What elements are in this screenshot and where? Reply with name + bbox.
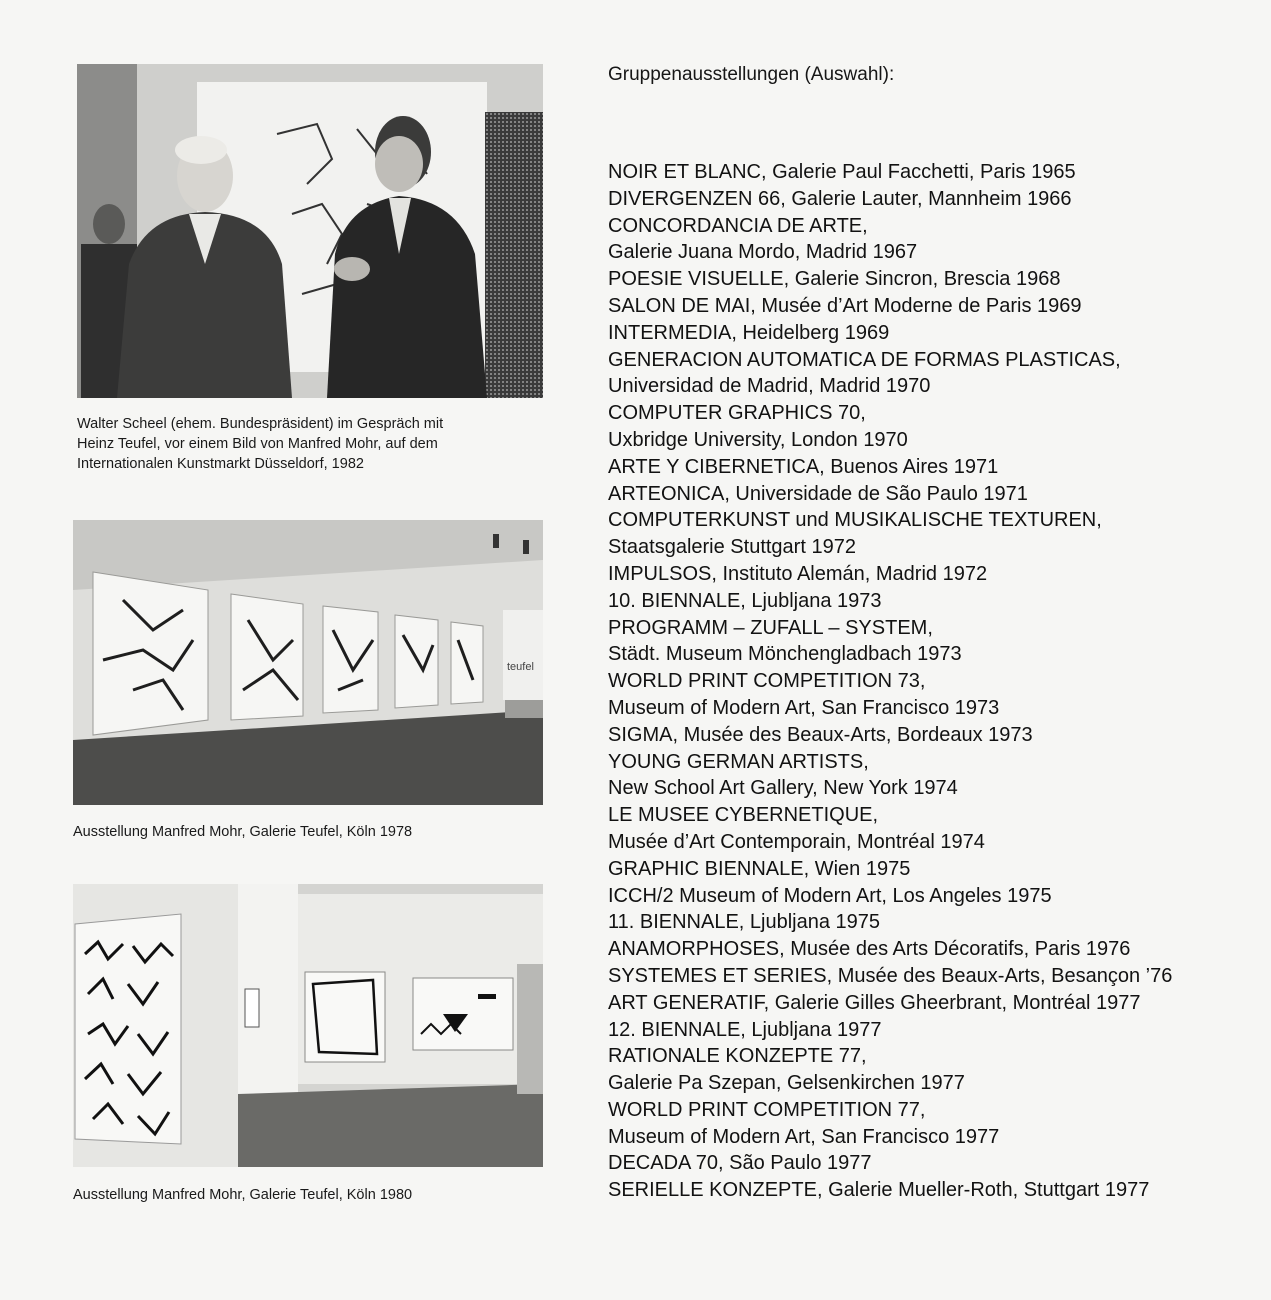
photo-conversation-caption — [77, 414, 443, 474]
exhibition-line: IMPULSOS, Instituto Alemán, Madrid 1972 — [608, 562, 988, 585]
exhibition-line: ARTEONICA, Universidade de São Paulo 1971 — [608, 482, 1028, 505]
photo-gallery-1978-image — [73, 520, 543, 805]
exhibition-line: New School Art Gallery, New York 1974 — [608, 777, 958, 800]
exhibition-line: DECADA 70, São Paulo 1977 — [608, 1152, 872, 1175]
exhibition-line: Galerie Juana Mordo, Madrid 1967 — [608, 241, 918, 264]
exhibition-line: NOIR ET BLANC, Galerie Paul Facchetti, Paris 1965 — [608, 161, 1076, 183]
exhibition-line: 11. BIENNALE, Ljubljana 1975 — [608, 911, 881, 934]
exhibition-line: PROGRAMM – ZUFALL – SYSTEM, — [608, 616, 933, 639]
caption-line: Ausstellung Manfred Mohr, Galerie Teufel, Köln 1980 — [73, 1187, 413, 1203]
caption-line: Heinz Teufel, vor einem Bild von Manfred Mohr, auf dem — [77, 436, 438, 452]
exhibition-line: Städt. Museum Mönchengladbach 1973 — [608, 643, 962, 666]
exhibition-line: SALON DE MAI, Musée d’Art Moderne de Paris 1969 — [608, 294, 1082, 317]
exhibition-line: Museum of Modern Art, San Francisco 1977 — [608, 1125, 1000, 1148]
exhibition-line: SERIELLE KONZEPTE, Galerie Mueller-Roth, Stuttgart 1977 — [608, 1179, 1150, 1202]
exhibition-list — [608, 159, 1172, 1204]
exhibition-line: 10. BIENNALE, Ljubljana 1973 — [608, 589, 882, 612]
exhibition-line: DIVERGENZEN 66, Galerie Lauter, Mannheim 1966 — [608, 187, 1072, 210]
exhibition-line: Universidad de Madrid, Madrid 1970 — [608, 375, 931, 398]
exhibition-line: INTERMEDIA, Heidelberg 1969 — [608, 321, 890, 344]
exhibition-line: ANAMORPHOSES, Musée des Arts Décoratifs, Paris 1976 — [608, 938, 1131, 961]
photo-gallery-1978 — [73, 520, 543, 805]
photo-gallery-1980 — [73, 884, 543, 1167]
exhibition-line: Staatsgalerie Stuttgart 1972 — [608, 536, 856, 559]
exhibition-line: ART GENERATIF, Galerie Gilles Gheerbrant, Montréal 1977 — [608, 991, 1141, 1014]
photo-gallery-1980-caption — [73, 1185, 412, 1205]
photo-gallery-1978-caption — [73, 822, 412, 842]
exhibition-line: Galerie Pa Szepan, Gelsenkirchen 1977 — [608, 1072, 965, 1095]
exhibition-line: ARTE Y CIBERNETICA, Buenos Aires 1971 — [608, 455, 999, 478]
exhibition-line: Musée d’Art Contemporain, Montréal 1974 — [608, 830, 985, 853]
exhibition-line: COMPUTER GRAPHICS 70, — [608, 402, 866, 425]
exhibition-line: GRAPHIC BIENNALE, Wien 1975 — [608, 857, 911, 880]
section-heading: Gruppenausstellungen (Auswahl): — [608, 64, 895, 85]
exhibition-line: 12. BIENNALE, Ljubljana 1977 — [608, 1018, 882, 1041]
exhibition-line: Uxbridge University, London 1970 — [608, 428, 908, 451]
photo-gallery-1980-image — [73, 884, 543, 1167]
exhibition-line: SIGMA, Musée des Beaux-Arts, Bordeaux 1973 — [608, 723, 1033, 746]
exhibition-line: RATIONALE KONZEPTE 77, — [608, 1045, 867, 1068]
exhibition-line: WORLD PRINT COMPETITION 77, — [608, 1098, 926, 1121]
exhibition-line: Museum of Modern Art, San Francisco 1973 — [608, 696, 1000, 719]
caption-line: Internationalen Kunstmarkt Düsseldorf, 1982 — [77, 456, 364, 472]
exhibition-line: COMPUTERKUNST und MUSIKALISCHE TEXTUREN, — [608, 509, 1102, 532]
caption-line: Ausstellung Manfred Mohr, Galerie Teufel, Köln 1978 — [73, 824, 413, 840]
exhibition-line: SYSTEMES ET SERIES, Musée des Beaux-Arts, Besançon ’76 — [608, 964, 1173, 987]
caption-line: Walter Scheel (ehem. Bundespräsident) im Gespräch mit — [77, 416, 444, 432]
photo-conversation — [77, 64, 543, 398]
photo-conversation-image — [77, 64, 543, 398]
exhibition-line: LE MUSEE CYBERNETIQUE, — [608, 804, 879, 827]
exhibition-line: WORLD PRINT COMPETITION 73, — [608, 670, 926, 693]
exhibition-line: POESIE VISUELLE, Galerie Sincron, Brescia 1968 — [608, 268, 1061, 291]
gallery-sign-text: teufel — [507, 661, 534, 673]
exhibition-line: CONCORDANCIA DE ARTE, — [608, 214, 868, 237]
exhibition-line: GENERACION AUTOMATICA DE FORMAS PLASTICAS, — [608, 348, 1121, 371]
exhibition-line: ICCH/2 Museum of Modern Art, Los Angeles 1975 — [608, 884, 1052, 907]
exhibition-line: YOUNG GERMAN ARTISTS, — [608, 750, 869, 773]
